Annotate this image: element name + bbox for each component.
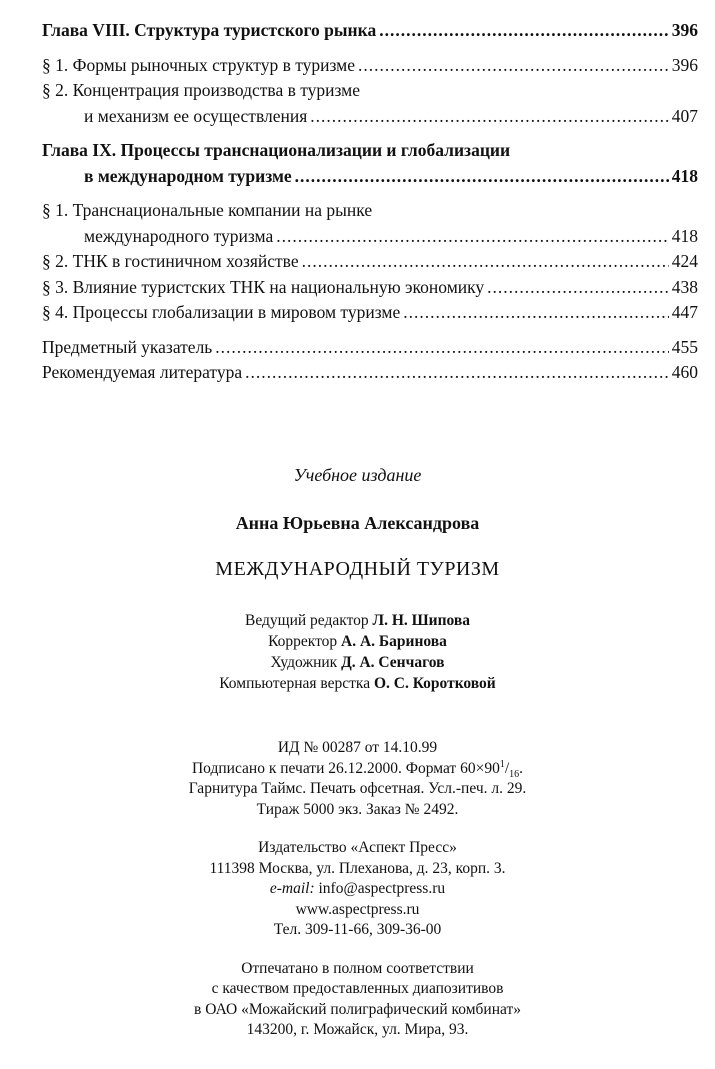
format-fraction-numerator: 1 bbox=[499, 758, 505, 770]
toc-page-number: 418 bbox=[671, 165, 698, 186]
toc-entry-title: Предметный указатель bbox=[42, 336, 213, 357]
table-of-contents bbox=[42, 18, 698, 386]
email-label: e-mail: bbox=[269, 880, 315, 897]
credit-role: Художник bbox=[270, 654, 338, 671]
credit-name: Д. А. Сенчагов bbox=[341, 654, 445, 671]
credits-list bbox=[0, 610, 715, 694]
toc-entry-title-line2: международного туризма bbox=[84, 225, 274, 246]
email-line bbox=[0, 879, 715, 900]
toc-ch9-section-2 bbox=[42, 249, 698, 275]
toc-page-number: 407 bbox=[671, 105, 698, 126]
toc-ch8-section-2 bbox=[42, 78, 698, 129]
printer-details bbox=[0, 959, 715, 1041]
typeface-line: Гарнитура Таймс. Печать офсетная. Усл.-печ. л. 29. bbox=[188, 780, 527, 797]
toc-entry-title-line1: § 2. Концентрация производства в туризме bbox=[42, 80, 361, 100]
website: www.aspectpress.ru bbox=[295, 900, 420, 918]
credit-role: Корректор bbox=[268, 633, 338, 650]
publisher-details bbox=[0, 838, 715, 941]
email-address: info@aspectpress.ru bbox=[318, 880, 446, 897]
credit-role: Компьютерная верстка bbox=[219, 675, 371, 692]
toc-entry-title-line2: в международном туризме bbox=[84, 165, 292, 186]
edition-type: Учебное издание bbox=[293, 465, 422, 485]
dot-leader bbox=[358, 53, 669, 79]
credit-line bbox=[0, 610, 715, 631]
credit-line bbox=[0, 673, 715, 694]
dot-leader bbox=[276, 224, 668, 250]
toc-page-number: 396 bbox=[671, 20, 698, 40]
toc-entry-title-line1: Глава IX. Процессы транснационализации и глобализации bbox=[42, 140, 511, 160]
dot-leader bbox=[310, 104, 668, 130]
credit-line bbox=[0, 631, 715, 652]
dot-leader bbox=[215, 335, 668, 361]
dot-leader bbox=[245, 360, 669, 386]
credit-name: А. А. Баринова bbox=[341, 633, 447, 650]
toc-entry-title: § 1. Формы рыночных структур в туризме bbox=[42, 54, 356, 75]
imprint-section bbox=[0, 462, 715, 1041]
toc-subject-index bbox=[42, 335, 698, 361]
toc-ch8-section-1 bbox=[42, 53, 698, 79]
toc-page-number: 455 bbox=[671, 336, 698, 357]
credit-name: О. С. Коротковой bbox=[373, 675, 496, 692]
toc-entry-title-line1: § 1. Транснациональные компании на рынке bbox=[42, 200, 373, 220]
printer-line: в ОАО «Можайский полиграфический комбинат» bbox=[194, 1000, 521, 1018]
format-fraction-denominator: 16 bbox=[509, 768, 520, 780]
toc-ch9-section-1 bbox=[42, 198, 698, 249]
dot-leader bbox=[379, 18, 669, 44]
toc-recommended-literature bbox=[42, 360, 698, 386]
credit-name: Л. Н. Шипова bbox=[372, 612, 470, 629]
signed-format-line: Подписано к печати 26.12.2000. Формат $60\times 90^1/_{16}$. bbox=[191, 758, 524, 780]
dot-leader bbox=[403, 300, 669, 326]
toc-entry-title: § 3. Влияние туристских ТНК на национальную экономику bbox=[42, 276, 485, 297]
toc-entry-title: Рекомендуемая литература bbox=[42, 362, 243, 382]
toc-entry-title: Глава VIII. Структура туристского рынка bbox=[42, 20, 377, 40]
toc-entry-title: § 2. ТНК в гостиничном хозяйстве bbox=[42, 251, 299, 271]
toc-entry-title: § 4. Процессы глобализации в мировом туризме bbox=[42, 302, 401, 322]
credit-line bbox=[0, 652, 715, 673]
publisher-name: Издательство «Аспект Пресс» bbox=[258, 839, 457, 856]
toc-page-number: 460 bbox=[671, 362, 698, 382]
license-line: ИД № 00287 от 14.10.99 bbox=[277, 739, 438, 756]
author-name: Анна Юрьевна Александрова bbox=[235, 513, 480, 533]
toc-entry-title-line2: и механизм ее осуществления bbox=[84, 105, 308, 126]
printer-line: 143200, г. Можайск, ул. Мира, 93. bbox=[246, 1021, 469, 1038]
phone: Тел. 309-11-66, 309-36-00 bbox=[273, 921, 442, 938]
publisher-address: 111398 Москва, ул. Плеханова, д. 23, корп. 3. bbox=[209, 859, 506, 877]
book-title: МЕЖДУНАРОДНЫЙ ТУРИЗМ bbox=[215, 558, 500, 580]
dot-leader bbox=[302, 249, 669, 275]
dot-leader bbox=[295, 164, 669, 190]
toc-page-number: 424 bbox=[671, 251, 698, 271]
toc-page-number: 418 bbox=[671, 225, 698, 246]
toc-page-number: 447 bbox=[671, 302, 698, 322]
print-details bbox=[0, 738, 715, 820]
dot-leader bbox=[487, 275, 669, 301]
toc-ch9-section-4 bbox=[42, 300, 698, 326]
toc-chapter-9 bbox=[42, 138, 698, 189]
toc-page-number: 438 bbox=[671, 276, 698, 297]
printer-line: Отпечатано в полном соответствии bbox=[241, 959, 474, 977]
toc-page-number: 396 bbox=[671, 54, 698, 75]
printer-line: с качеством предоставленных диапозитивов bbox=[211, 980, 504, 997]
toc-chapter-8 bbox=[42, 18, 698, 44]
print-run-line: Тираж 5000 экз. Заказ № 2492. bbox=[256, 800, 459, 818]
credit-role: Ведущий редактор bbox=[245, 612, 369, 629]
toc-ch9-section-3 bbox=[42, 275, 698, 301]
